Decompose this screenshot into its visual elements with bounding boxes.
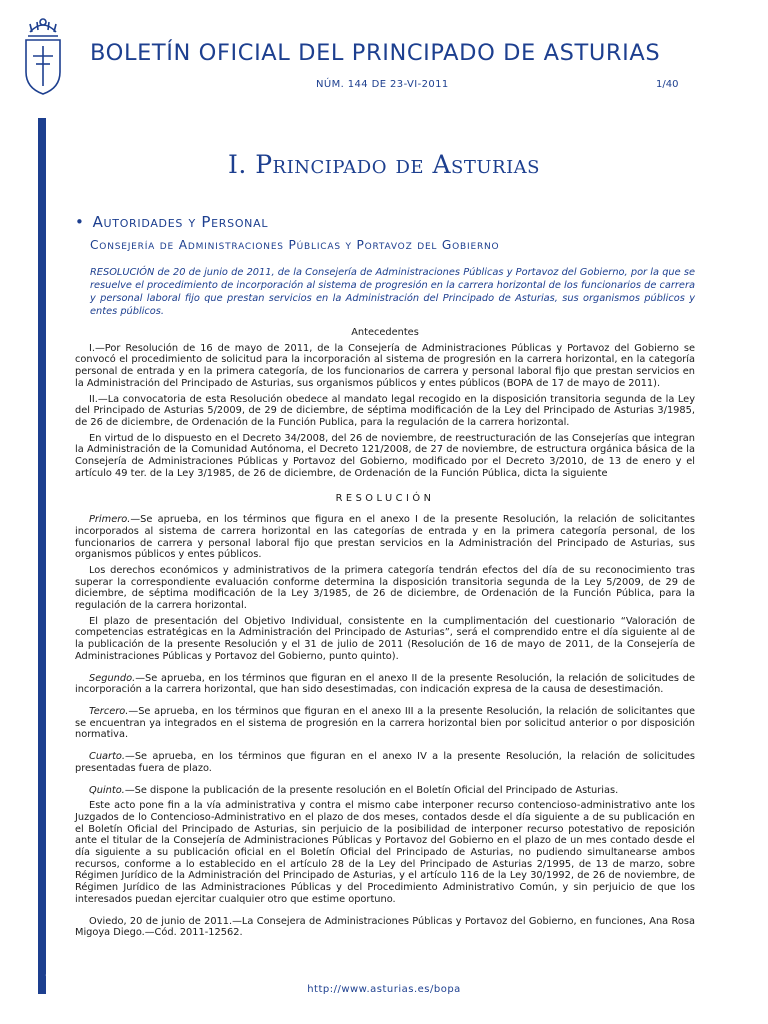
antecedente-paragraph: II.—La convocatoria de esta Resolución obedece al mandato legal recogido en la disposición transitoria segunda de la Ley del Principado de Asturias 5/2009, de 29 de diciembre, de séptima modificación de la Ley del Principado de Asturias 3/1985, de 26 de diciembre, de Ordenación de la Función Publica, para la regulación de la carrera horizontal. — [75, 393, 695, 428]
signature-paragraph: Oviedo, 20 de junio de 2011.—La Consejera de Administraciones Públicas y Portavoz del Gobierno, en funciones, Ana Rosa Migoya Diego.—Cód. 2011-12562. — [75, 915, 695, 939]
resolution-paragraph: Tercero.—Se aprueba, en los términos que figuran en el anexo III a la presente Resolución, la relación de solicitantes que se encuentran ya integrados en el sistema de progresión en la carrera horizontal bien por solicitud anterior o por disposición normativa. — [75, 705, 695, 741]
resolucion-heading: RESOLUCIÓN — [335, 493, 435, 505]
page-number: 1/40 — [656, 79, 679, 90]
asturias-coat-of-arms-icon — [18, 14, 68, 98]
section-name: Principado de Asturias — [255, 150, 541, 179]
resolution-summary: RESOLUCIÓN de 20 de junio de 2011, de la Consejería de Administraciones Públicas y Portavoz del Gobierno, por la que se resuelve el procedimiento de incorporación al sistema de progresión en la carrera horizontal de los funcionarios de carrera y personal laboral fijo que prestan servicios en la Administración del Principado de Asturias, sus organismos públicos y entes públicos. — [90, 267, 695, 317]
resolution-paragraph: Este acto pone fin a la vía administrativa y contra el mismo cabe interponer recurso contencioso-administrativo ante los Juzgados de lo Contencioso-Administrativo en el plazo de dos meses, contados desde el día siguiente a de su publicación en el Boletín Oficial del Principado de Asturias, sin perjuicio de la posibilidad de interponer recurso potestativo de reposición ante el titular de la Consejería de Administraciones Públicas y Portavoz del Gobierno en el plazo de un mes contado desde el día siguiente a su publicación oficial en el Boletín Oficial del Principado de Asturias, no pudiendo simultanearse ambos recursos, conforme a lo establecido en el artículo 28 de la Ley del Principado de Asturias 2/1995, de 13 de marzo, sobre Régimen Jurídico de la Administración del Principado de Asturias, y el artículo 116 de la Ley 30/1992, de 26 de noviembre, de Régimen Jurídico de las Administraciones Públicas y del Procedimiento Administrativo Común, y sin perjuicio de que los interesados puedan ejercitar cualquier otro que estime oportuno. — [75, 800, 695, 905]
resolution-paragraph: El plazo de presentación del Objetivo Individual, consistente en la cumplimentación del cuestionario “Valoración de competencias estratégicas en la Administración del Principado de Asturias”, será el comprendido entre el día siguiente al de la publicación de la presente Resolución y el 31 de julio de 2011 (Resolución de 16 de mayo de 2011, de la Consejería de Administraciones Públicas y Portavoz del Gobierno, punto quinto). — [75, 615, 695, 662]
resolution-paragraph: Los derechos económicos y administrativos de la primera categoría tendrán efectos del día de su reconocimiento tras superar la correspondiente evaluación conforme determina la disposición transitoria segunda de la Ley 5/2009, de 29 de diciembre, de séptima modificación de la Ley 3/1985, de 26 de diciembre, de Ordenación de la Función Pública, para la regulación de la carrera horizontal. — [75, 564, 695, 612]
resolution-paragraph: Primero.—Se aprueba, en los términos que figura en el anexo I de la presente Resolución, la relación de solicitantes incorporados al sistema de carrera horizontal en las categorías de entrada y en la primera categoría personal, de los funcionarios de carrera y personal laboral fijo que prestan servicios en la Administración del Principado de Asturias, sus organismos públicos y entes públicos. — [75, 514, 695, 561]
footer-url-link[interactable]: http://www.asturias.es/bopa — [307, 984, 461, 995]
bulletin-title: BOLETÍN OFICIAL DEL PRINCIPADO DE ASTURIAS — [90, 40, 661, 66]
resolution-paragraph: Cuarto.—Se aprueba, en los términos que figuran en el anexo IV a la presente Resolución, la relación de solicitudes presentadas fuera de plazo. — [75, 751, 695, 774]
antecedente-paragraph: En virtud de lo dispuesto en el Decreto 34/2008, del 26 de noviembre, de reestructuración de las Consejerías que integran la Administración de la Comunidad Autónoma, el Decreto 121/2008, de 27 de noviembre, de estructura orgánica básica de la Consejería de Administraciones Públicas y Portavoz del Gobierno, modificado por el Decreto 3/2010, de 13 de enero y el artículo 49 ter. de la Ley 3/1985, de 26 de diciembre, de Ordenación de la Función Pública, dicta la siguiente — [75, 432, 695, 479]
resolution-paragraph: Segundo.—Se aprueba, en los términos que figuran en el anexo II de la presente Resolución, la relación de solicitudes de incorporación a la carrera horizontal, que han sido desestimadas, con indicación expresa de la causa de desestimación. — [75, 672, 695, 696]
subsection-heading — [75, 213, 268, 231]
issue-number: NÚM. 144 DE 23-VI-2011 — [316, 79, 449, 90]
antecedentes-heading: Antecedentes — [351, 327, 419, 338]
section-numeral: I. — [227, 150, 247, 179]
document-body — [75, 327, 695, 943]
bullet-icon: • — [75, 213, 85, 231]
ministry-heading: Consejería de Administraciones Públicas y Portavoz del Gobierno — [90, 238, 500, 252]
section-heading — [0, 150, 768, 179]
antecedente-paragraph: I.—Por Resolución de 16 de mayo de 2011, de la Consejería de Administraciones Públicas y Portavoz del Gobierno se convocó el procedimiento de solicitud para la incorporación al sistema de progresión en la carrera horizontal, en la categoría personal de entrada y en la primera categoría, de los funcionarios de carrera y personal laboral fijo que prestan servicios en la Administración del Principado de Asturias, sus organismos públicos y entes públicos (BOPA de 17 de mayo de 2011). — [75, 342, 695, 389]
vertical-code: Cód. 2011-12562 — [46, 907, 56, 986]
subsection-label: Autoridades y Personal — [92, 213, 269, 231]
resolution-paragraph: Quinto.—Se dispone la publicación de la presente resolución en el Boletín Oficial del Principado de Asturias. — [89, 784, 619, 796]
